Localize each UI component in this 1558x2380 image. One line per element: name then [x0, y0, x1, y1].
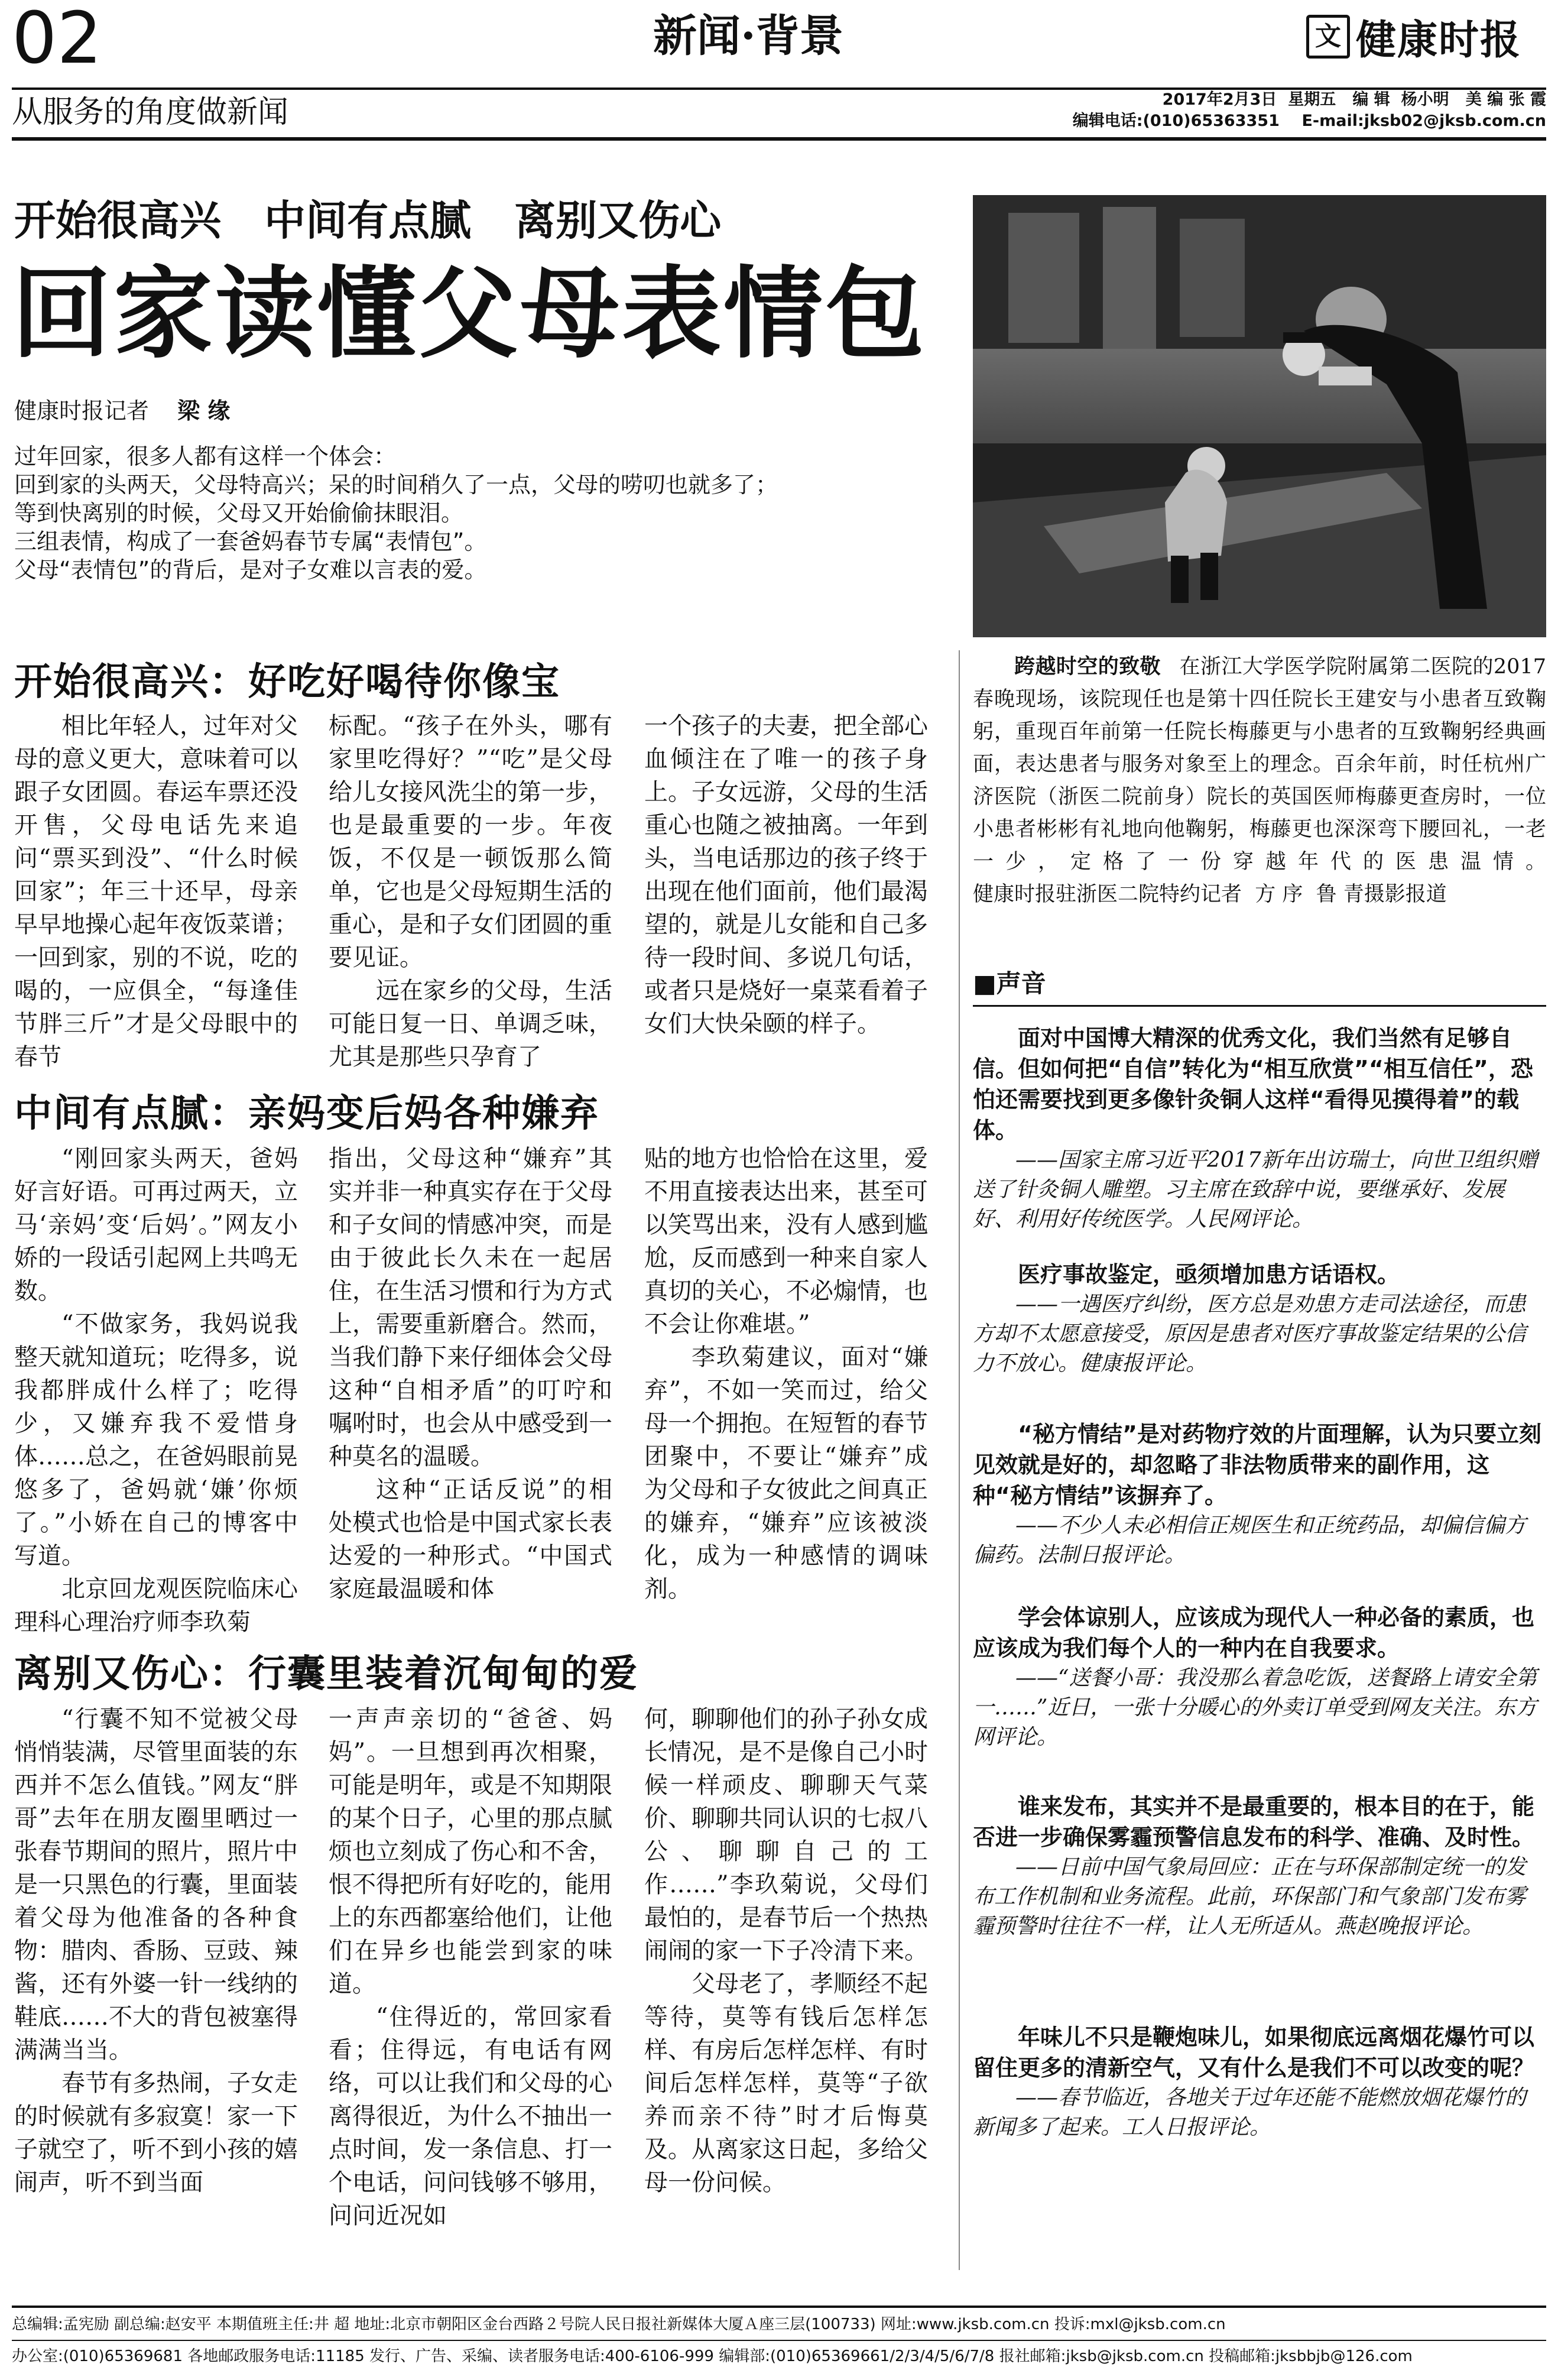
paragraph: 春节有多热闹，子女走的时候就有多寂寞！家一下子就空了，听不到小孩的嬉闹声，听不到当面: [14, 2070, 298, 2196]
paragraph: 指出，父母这种“嫌弃”其实并非一种真实存在于父母和子女间的情感冲突，而是由于彼此长久未在一起居住，在生活习惯和行为方式上，需要重新磨合。然而，当我们静下来仔细体会父母这种“自相矛盾”的叮咛和嘱咐时，也会从中感受到一种莫名的温暖。: [329, 1145, 612, 1470]
text-column: [329, 709, 612, 1074]
voice-quote: 面对中国博大精深的优秀文化，我们当然有足够自信。但如何把“自信”转化为“相互欣赏”“相互信任”，恐怕还需要找到更多像针灸铜人这样“看得见摸得着”的载体。: [973, 1025, 1533, 1143]
voice-quote: 年味儿不只是鞭炮味儿，如果彻底远离烟花爆竹可以留住更多的清新空气，又有什么是我们不可以改变的呢？: [973, 2024, 1535, 2081]
voice-comment: ——“送餐小哥：我没那么着急吃饭，送餐路上请安全第一……”近日，一张十分暖心的外卖订单受到网友关注。东方网评论。: [973, 1666, 1537, 1749]
footer-line: 总编辑:孟宪励 副总编:赵安平 本期值班主任:井 超 地址:北京市朝阳区金台西路２号院人民日报社新媒体大厦Ａ座三层(100733) 网址:www.jksb.com.cn 投诉:mxl@jksb.com.cn: [12, 2316, 1226, 2333]
header-rule-bottom: [12, 137, 1546, 141]
paragraph: 相比年轻人，过年对父母的意义更大，意味着可以跟子女团圆。春运车票还没开售，父母电话先来追问“票买到没”、“什么时候回家”；年三十还早，母亲早早地操心起年夜饭菜谱；一回到家，别的不说，吃的喝的，一应俱全，“每逢佳节胖三斤”才是父母眼中的春节: [14, 712, 298, 1071]
paragraph: 标配。“孩子在外头，哪有家里吃得好？”“吃”是父母给儿女接风洗尘的第一步，也是最重要的一步。年夜饭，不仅是一顿饭那么简单，它也是父母短期生活的重心，是和子女们团圆的重要见证。: [329, 712, 612, 971]
voice-quote: 学会体谅别人，应该成为现代人一种必备的素质，也应该成为我们每个人的一种内在自我要求。: [973, 1604, 1535, 1661]
voice-item: [973, 2022, 1546, 2142]
footer-rule: [12, 2306, 1546, 2308]
voice-item: [973, 1791, 1546, 1941]
headline: 回家读懂父母表情包: [12, 255, 927, 372]
date-editor-line: 2017年2月3日 星期五 编 辑 杨小明 美 编 张 霞: [1162, 90, 1546, 109]
voice-item: [973, 1259, 1546, 1379]
section-heading: 离别又伤心：行囊里装着沉甸甸的爱: [14, 1652, 638, 1696]
byline: [14, 396, 230, 426]
intro-line: 父母“表情包”的背后，是对子女难以言表的爱。: [14, 557, 487, 583]
intro-line: 等到快离别的时候，父母又开始偷偷抹眼泪。: [14, 500, 464, 526]
kicker: 开始很高兴 中间有点腻 离别又伤心: [14, 196, 722, 245]
text-column: [644, 709, 928, 1040]
paragraph: “住得近的，常回家看看；住得远，有电话有网络，可以让我们和父母的心离得很近，为什么不抽出一点时间，发一条信息、打一个电话，问问钱够不够用，问问近况如: [329, 2003, 612, 2229]
section-heading: 中间有点腻：亲妈变后妈各种嫌弃: [14, 1092, 599, 1136]
paragraph: 何，聊聊他们的孙子孙女成长情况，是不是像自己小时候一样顽皮、聊聊天气菜价、聊聊共同认识的七叔八公、聊聊自己的工作……”李玖菊说，父母们最怕的，是春节后一个热热闹闹的家一下子冷清下来。: [644, 1705, 928, 1964]
caption-body: 在浙江大学医学院附属第二医院的2017春晚现场，该院现任也是第十四任院长王建安与小患者互致鞠躬，重现百年前第一任院长梅藤更与小患者的互致鞠躬经典画面，表达患者与服务对象至上的理念。百余年前，时任杭州广济医院（浙医二院前身）院长的英国医师梅藤更查房时，一位小患者彬彬有礼地向他鞠躬，梅藤更也深深弯下腰回礼，一老一少，定格了一份穿越年代的医患温情。: [973, 655, 1546, 874]
voice-quote: “秘方情结”是对药物疗效的片面理解，认为只要立刻见效就是好的，却忽略了非法物质带来的副作用，这种“秘方情结”该摒弃了。: [973, 1421, 1541, 1509]
slogan: 从服务的角度做新闻: [12, 95, 289, 130]
paragraph: 远在家乡的父母，生活可能日复一日、单调乏味，尤其是那些只孕育了: [329, 977, 612, 1071]
text-column: [329, 1703, 612, 2232]
logo-mark-icon: 文: [1306, 15, 1350, 59]
photo-caption: [973, 650, 1546, 911]
paragraph: “不做家务，我妈说我整天就知道玩；吃得多，说我都胖成什么样了；吃得少，又嫌弃我不爱惜身体……总之，在爸妈眼前晃悠多了，爸妈就‘嫌’你烦了。”小娇在自己的博客中写道。: [14, 1311, 298, 1570]
paragraph: 一个孩子的夫妻，把全部心血倾注在了唯一的孩子身上。子女远游，父母的生活重心也随之被抽离。一年到头，当电话那边的孩子终于出现在他们面前，他们最渴望的，就是儿女能和自己多待一段时间、多说几句话，或者只是烧好一桌菜看着子女们大快朵颐的样子。: [644, 712, 928, 1037]
voice-comment: ——不少人未必相信正规医生和正统药品，却偏信偏方偏药。法制日报评论。: [973, 1513, 1527, 1567]
paragraph: “刚回家头两天，爸妈好言好语。可再过两天，立马‘亲妈’变‘后妈’。”网友小娇的一段话引起网上共鸣无数。: [14, 1145, 298, 1305]
text-column: [644, 1703, 928, 2199]
paragraph: 这种“正话反说”的相处模式也恰是中国式家长表达爱的一种形式。“中国式家庭最温暖和体: [329, 1476, 612, 1603]
section-title: 新闻·背景: [653, 11, 843, 61]
byline-label: 健康时报记者: [14, 398, 150, 424]
voices-heading-rule: [973, 1005, 1546, 1007]
paragraph: 一声声亲切的“爸爸、妈妈”。一旦想到再次相聚，可能是明年，或是不知期限的某个日子，心里的那点腻烦也立刻成了伤心和不舍，恨不得把所有好吃的，能用上的东西都塞给他们，让他们在异乡也能尝到家的味道。: [329, 1705, 612, 1998]
paragraph: 父母老了，孝顺经不起等待，莫等有钱后怎样怎样、有房后怎样怎样、有时间后怎样怎样，莫等“子欲养而亲不待”时才后悔莫及。从离家这日起，多给父母一份问候。: [644, 1970, 928, 2196]
voice-quote: 医疗事故鉴定，亟须增加患方话语权。: [1018, 1262, 1400, 1288]
text-column: [14, 1703, 298, 2199]
paragraph: 北京回龙观医院临床心理科心理治疗师李玖菊: [14, 1575, 298, 1636]
news-photo: [973, 195, 1546, 637]
byline-name: 梁 缘: [177, 398, 231, 424]
caption-title: 跨越时空的致敬: [1014, 654, 1161, 679]
voice-item: [973, 1602, 1546, 1752]
voices-heading: ■声音: [973, 969, 1046, 998]
voice-item: [973, 1419, 1546, 1570]
text-column: [14, 709, 298, 1074]
page-number: 02: [12, 0, 102, 80]
intro-line: 三组表情，构成了一套爸妈春节专属“表情包”。: [14, 528, 487, 555]
voice-quote: 谁来发布，其实并不是最重要的，根本目的在于，能否进一步确保雾霾预警信息发布的科学、准确、及时性。: [973, 1794, 1535, 1850]
paragraph: “行囊不知不觉被父母悄悄装满，尽管里面装的东西并不怎么值钱。”网友“胖哥”去年在朋友圈里晒过一张春节期间的照片，照片中是一只黑色的行囊，里面装着父母为他准备的各种食物：腊肉、香肠、豆豉、辣酱，还有外婆一针一线纳的鞋底……不大的背包被塞得满满当当。: [14, 1705, 298, 2064]
photo-scene-illustration: [973, 195, 1546, 637]
voice-comment: ——国家主席习近平2017新年出访瑞士，向世卫组织赠送了针灸铜人雕塑。习主席在致辞中说，要继承好、发展好、利用好传统医学。人民网评论。: [973, 1148, 1538, 1231]
voice-comment: ——日前中国气象局回应：正在与环保部制定统一的发布工作机制和业务流程。此前，环保部门和气象部门发布雾霾预警时往往不一样，让人无所适从。燕赵晚报评论。: [973, 1855, 1527, 1938]
paragraph: 贴的地方也恰恰在这里，爱不用直接表达出来，甚至可以笑骂出来，没有人感到尴尬，反而感到一种来自家人真切的关心，不必煽情，也不会让你难堪。”: [644, 1145, 928, 1338]
contact-line: 编辑电话:(010)65363351 E-mail:jksb02@jksb.com.cn: [1072, 112, 1546, 130]
text-column: [329, 1142, 612, 1606]
newspaper-logo: [1306, 13, 1522, 64]
text-column: [14, 1142, 298, 1639]
text-column: [644, 1142, 928, 1606]
intro-line: 回到家的头两天，父母特高兴；呆的时间稍久了一点，父母的唠叨也就多了；: [14, 472, 778, 498]
voice-item: [973, 1023, 1546, 1234]
section-heading: 开始很高兴：好吃好喝待你像宝: [14, 660, 560, 704]
voice-comment: ——一遇医疗纠纷，医方总是劝患方走司法途径，而患方却不太愿意接受，原因是患者对医疗事故鉴定结果的公信力不放心。健康报评论。: [973, 1292, 1527, 1376]
column-divider: [959, 650, 960, 2270]
voice-comment: ——春节临近，各地关于过年还能不能燃放烟花爆竹的新闻多了起来。工人日报评论。: [973, 2086, 1527, 2139]
caption-credit: 健康时报驻浙医二院特约记者 方 序 鲁 青摄影报道: [973, 883, 1447, 906]
paragraph: 李玖菊建议，面对“嫌弃”，不如一笑而过，给父母一个拥抱。在短暂的春节团聚中，不要让“嫌弃”成为父母和子女彼此之间真正的嫌弃，“嫌弃”应该被淡化，成为一种感情的调味剂。: [644, 1344, 928, 1603]
footer-rule-mid: [12, 2340, 1546, 2341]
intro: [14, 442, 942, 584]
intro-line: 过年回家，很多人都有这样一个体会：: [14, 443, 397, 469]
footer-line: 办公室:(010)65369681 各地邮政服务电话:11185 发行、广告、采编、读者服务电话:400-6106-999 编辑部:(010)65369661/2/3/4/5/6/7/8 报社邮箱:jksb@jksb.com.cn 投稿邮箱:jksbbjb@126.com: [12, 2347, 1413, 2365]
logo-text: 健康时报: [1356, 16, 1522, 64]
